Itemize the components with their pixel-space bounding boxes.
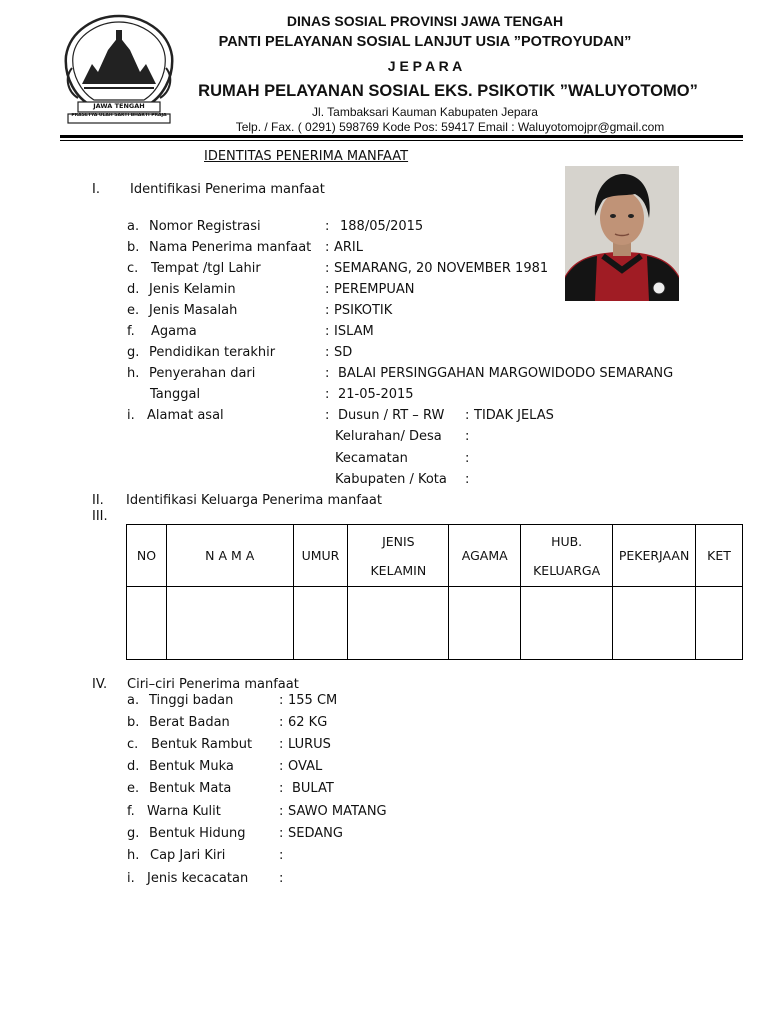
address-label: Kelurahan/ Desa [335,429,442,444]
header-line-2: PANTI PELAYANAN SOSIAL LANJUT USIA ”POTROYUDAN” [218,34,632,50]
address-label: Dusun / RT – RW [338,408,445,423]
field-label: Jenis Masalah [149,303,238,318]
education: SD [334,345,353,360]
field-label: Tanggal [150,387,201,402]
section-1-title: Identifikasi Penerima manfaat [130,182,325,197]
column-header-religion: AGAMA [449,525,521,587]
column-header-occupation: PEKERJAAN [613,525,696,587]
field-sep: : [325,219,330,234]
field-sep: : [325,408,330,423]
header-line-3: J E P A R A [387,58,463,74]
field-key: d. [127,282,140,297]
field-sep: : [279,759,284,774]
section-2-number: II. [92,493,104,508]
referral-date: 21-05-2015 [338,387,414,402]
field-sep: : [325,282,330,297]
field-sep: : [279,737,284,752]
nose-shape-value: SEDANG [288,826,343,841]
table-cell [166,587,293,660]
address-hamlet-value: TIDAK JELAS [474,408,554,423]
table-row [127,587,743,660]
field-key: e. [127,303,140,318]
header-rule-thick [60,135,743,138]
page-title: IDENTITAS PENERIMA MANFAAT [204,149,409,164]
section-3-number: III. [92,509,108,524]
field-key: g. [127,345,140,360]
field-sep: : [325,324,330,339]
field-key: a. [127,219,140,234]
address-sep: : [465,472,470,487]
field-sep: : [325,345,330,360]
field-label: Bentuk Hidung [149,826,246,841]
field-sep: : [325,261,330,276]
field-label: Nama Penerima manfaat [149,240,312,255]
beneficiary-photo [565,166,679,301]
beneficiary-name: ARIL [334,240,364,255]
column-header-no: NO [127,525,167,587]
logo-label: JAWA TENGAH [93,102,145,110]
gender: PEREMPUAN [334,282,415,297]
table-cell [696,587,743,660]
field-sep: : [279,781,284,796]
family-table [126,524,743,660]
header-rule-thin [60,140,743,141]
field-label: Nomor Registrasi [149,219,261,234]
header-line-1: DINAS SOSIAL PROVINSI JAWA TENGAH [286,13,564,29]
header-contact: Telp. / Fax. ( 0291) 598769 Kode Pos: 59417 Email : Waluyotomojpr@gmail.com [235,120,665,134]
field-label: Tempat /tgl Lahir [151,261,261,276]
field-key: c. [127,261,139,276]
field-sep: : [279,693,284,708]
address-label: Kecamatan [335,451,408,466]
column-header-gender: JENIS KELAMIN [348,525,449,587]
field-key: a. [127,693,140,708]
field-sep: : [325,366,330,381]
field-label: Agama [151,324,197,339]
weight-value: 62 KG [288,715,328,730]
religion: ISLAM [334,324,374,339]
field-key: e. [127,781,140,796]
field-key: f. [127,804,135,819]
field-sep: : [279,715,284,730]
field-key: c. [127,737,139,752]
field-key: b. [127,240,140,255]
field-key: b. [127,715,140,730]
family-table-header-row [127,525,743,587]
field-label: Penyerahan dari [149,366,256,381]
skin-color-value: SAWO MATANG [288,804,387,819]
field-label: Jenis Kelamin [149,282,236,297]
field-key: i. [127,408,135,423]
field-label: Bentuk Muka [149,759,234,774]
field-key: h. [127,366,140,381]
address-sep: : [465,408,470,423]
height-value: 155 CM [288,693,338,708]
field-label: Jenis kecacatan [147,871,249,886]
field-sep: : [279,848,284,863]
table-cell [293,587,348,660]
column-header-note: KET [696,525,743,587]
field-label: Tinggi badan [149,693,234,708]
table-cell [127,587,167,660]
field-key: g. [127,826,140,841]
table-cell [521,587,613,660]
logo-motto: PRASETYA ULAH SAKTI BHAKTI PRAJA [71,113,167,118]
field-sep: : [279,871,284,886]
section-2-title: Identifikasi Keluarga Penerima manfaat [126,493,382,508]
address-sep: : [465,429,470,444]
face-shape-value: OVAL [288,759,323,774]
table-cell [613,587,696,660]
field-key: h. [127,848,140,863]
section-1-number: I. [92,182,100,197]
field-label: Berat Badan [149,715,230,730]
address-sep: : [465,451,470,466]
table-cell [348,587,449,660]
eye-shape-value: BULAT [292,781,334,796]
field-sep: : [279,804,284,819]
column-header-relation: HUB. KELUARGA [521,525,613,587]
table-cell [449,587,521,660]
birth-place-date: SEMARANG, 20 NOVEMBER 1981 [334,261,549,276]
field-label: Bentuk Rambut [151,737,253,752]
field-sep: : [325,303,330,318]
field-sep: : [325,387,330,402]
column-header-age: UMUR [293,525,348,587]
field-label: Bentuk Mata [149,781,232,796]
field-sep: : [325,240,330,255]
field-label: Pendidikan terakhir [149,345,276,360]
header-line-4: RUMAH PELAYANAN SOSIAL EKS. PSIKOTIK ”WALUYOTOMO” [198,82,698,100]
field-label: Cap Jari Kiri [150,848,226,863]
column-header-name: N A M A [166,525,293,587]
field-key: f. [127,324,135,339]
field-key: d. [127,759,140,774]
hair-shape-value: LURUS [288,737,331,752]
field-key: i. [127,871,135,886]
registration-number: 188/05/2015 [340,219,424,234]
section-4-number: IV. [92,677,108,692]
referred-from: BALAI PERSINGGAHAN MARGOWIDODO SEMARANG [338,366,674,381]
field-label: Warna Kulit [147,804,221,819]
field-label: Alamat asal [147,408,224,423]
section-4-title: Ciri–ciri Penerima manfaat [127,677,299,692]
field-sep: : [279,826,284,841]
address-label: Kabupaten / Kota [335,472,447,487]
problem-type: PSIKOTIK [334,303,393,318]
header-address: Jl. Tambaksari Kauman Kabupaten Jepara [312,105,538,119]
